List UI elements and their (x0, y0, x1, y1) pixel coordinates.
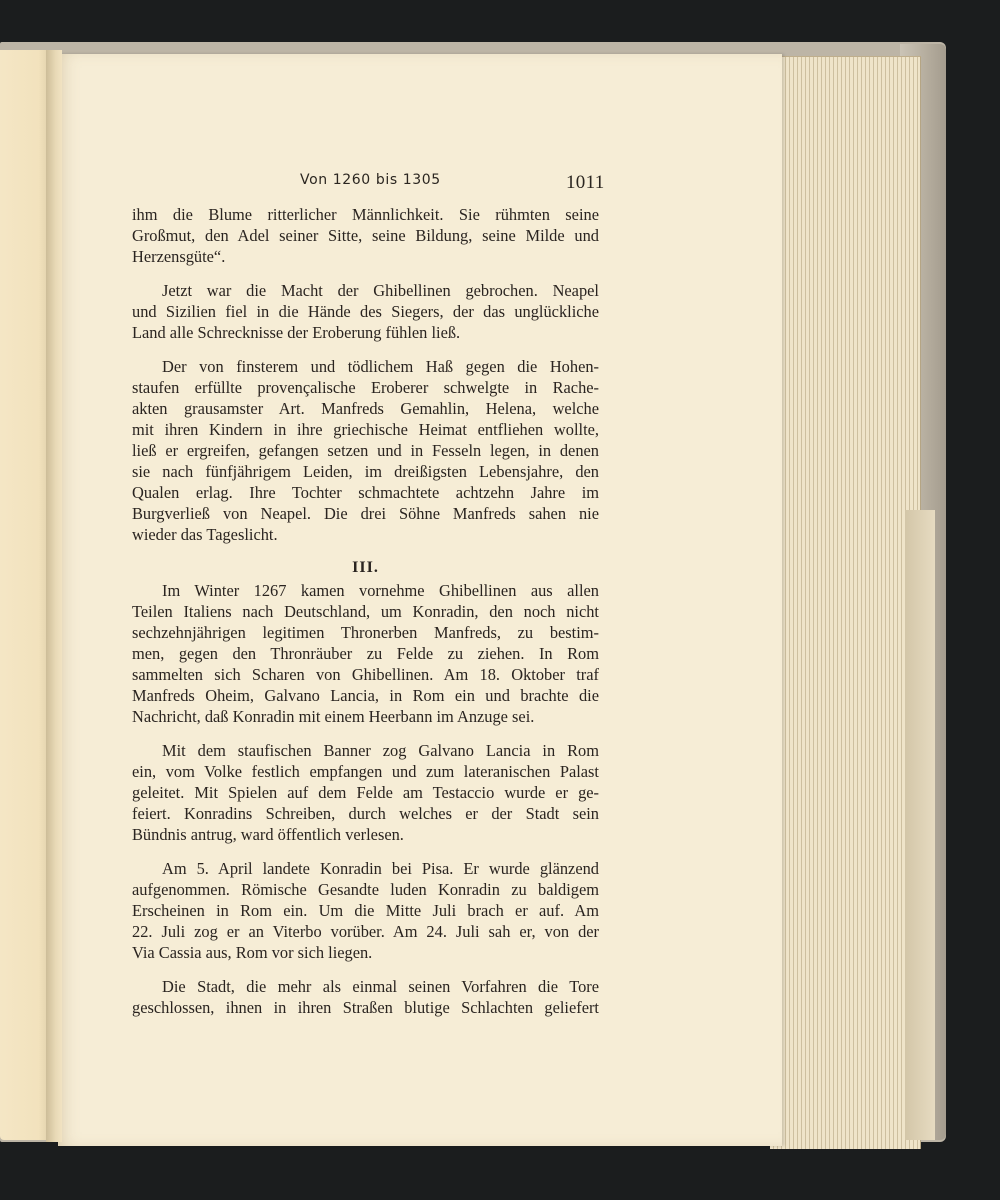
running-head (0, 170, 1000, 200)
text-line: Teilen Italiens nach Deutschland, um Konradin, den noch nicht (132, 602, 599, 621)
text-line: Land alle Schrecknisse der Eroberung fühlen ließ. (132, 323, 461, 342)
text-line: Mit dem staufischen Banner zog Galvano Lancia in Rom (162, 741, 599, 760)
paragraph (132, 740, 599, 845)
text-line: ein, vom Volke festlich empfangen und zum lateranischen Palast (132, 762, 599, 781)
text-line: Manfreds Oheim, Galvano Lancia, in Rom ein und brachte die (132, 686, 599, 705)
text-line: Qualen erlag. Ihre Tochter schmachtete achtzehn Jahre im (132, 483, 599, 502)
text-line: mit ihren Kindern in ihre griechische Heimat entfliehen wollte, (132, 420, 599, 439)
text-line: sammelten sich Scharen von Ghibellinen. Am 18. Oktober traf (132, 665, 599, 684)
text-line: Bündnis antrug, ward öffentlich verlesen. (132, 825, 404, 844)
text-line: wieder das Tageslicht. (132, 525, 278, 544)
text-line: sie nach fünfjährigem Leiden, im dreißigsten Lebensjahre, den (132, 462, 599, 481)
page-block-lower (905, 510, 935, 1140)
text-line: akten grausamster Art. Manfreds Gemahlin, Helena, welche (132, 399, 599, 418)
text-line: Via Cassia aus, Rom vor sich liegen. (132, 943, 373, 962)
text-line: ließ er ergreifen, gefangen setzen und in Fesseln legen, in denen (132, 441, 599, 460)
text-line: Herzensgüte“. (132, 247, 226, 266)
paragraph (132, 280, 599, 343)
text-line: Der von finsterem und tödlichem Haß gegen die Hohen- (162, 357, 599, 376)
text-line: Nachricht, daß Konradin mit einem Heerbann im Anzuge sei. (132, 707, 535, 726)
paragraph (132, 356, 599, 545)
text-line: sechzehnjährigen legitimen Thronerben Manfreds, zu bestim- (132, 623, 599, 642)
paragraph (132, 976, 599, 1018)
text-line: Die Stadt, die mehr als einmal seinen Vorfahren die Tore (162, 977, 599, 996)
text-line: staufen erfüllte provençalische Eroberer schwelgte in Rache- (132, 378, 599, 397)
paragraph (132, 858, 599, 963)
paragraph (132, 580, 599, 727)
page-block-edges (770, 56, 921, 1149)
text-line: Erscheinen in Rom ein. Um die Mitte Juli brach er auf. Am (132, 901, 599, 920)
text-line: aufgenommen. Römische Gesandte luden Konradin zu baldigem (132, 880, 599, 899)
text-line: 22. Juli zog er an Viterbo vorüber. Am 24. Juli sah er, von der (132, 922, 599, 941)
text-line: Am 5. April landete Konradin bei Pisa. Er wurde glänzend (162, 859, 599, 878)
body-text (132, 204, 599, 1018)
book-gutter (46, 50, 62, 1142)
text-line: geschlossen, ihnen in ihren Straßen blutige Schlachten geliefert (132, 998, 599, 1017)
running-head-title: Von 1260 bis 1305 (300, 172, 441, 188)
page-number: 1011 (566, 172, 605, 193)
text-line: Großmut, den Adel seiner Sitte, seine Bildung, seine Milde und (132, 226, 599, 245)
text-line: und Sizilien fiel in die Hände des Siegers, der das unglückliche (132, 302, 599, 321)
section-heading: III. (352, 559, 379, 576)
text-line: feiert. Konradins Schreiben, durch welches er der Stadt sein (132, 804, 599, 823)
text-line: Jetzt war die Macht der Ghibellinen gebrochen. Neapel (162, 281, 599, 300)
text-line: Im Winter 1267 kamen vornehme Ghibellinen aus allen (162, 581, 599, 600)
text-line: men, gegen den Thronräuber zu Felde zu ziehen. In Rom (132, 644, 599, 663)
text-line: geleitet. Mit Spielen auf dem Felde am Testaccio wurde er ge- (132, 783, 599, 802)
text-line: ihm die Blume ritterlicher Männlichkeit. Sie rühmten seine (132, 205, 599, 224)
paragraph (132, 204, 599, 267)
text-line: Burgverließ von Neapel. Die drei Söhne Manfreds sahen nie (132, 504, 599, 523)
